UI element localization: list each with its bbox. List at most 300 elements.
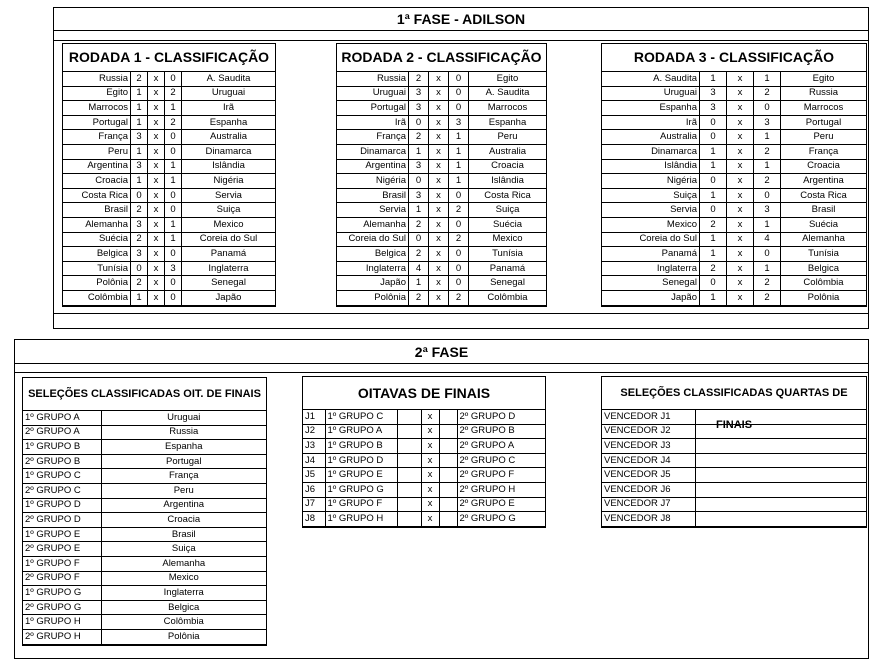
away-team-cell[interactable]: Polônia [781,290,867,305]
versus-cell[interactable]: x [148,144,165,159]
team-cell[interactable]: Inglaterra [101,586,266,601]
away-score-cell[interactable]: 4 [754,232,781,247]
home-score-cell[interactable]: 3 [409,101,429,116]
away-team-cell[interactable]: Russia [781,86,867,101]
game-id-cell[interactable]: J2 [303,424,325,439]
team-cell[interactable]: Suiça [101,542,266,557]
home-team-cell[interactable]: Alemanha [63,217,131,232]
versus-cell[interactable]: x [148,188,165,203]
home-score-cell[interactable]: 1 [131,290,148,305]
versus-cell[interactable]: x [148,247,165,262]
home-score-cell[interactable]: 1 [131,86,148,101]
group-position-cell[interactable]: 1º GRUPO C [23,469,101,484]
away-team-cell[interactable]: Costa Rica [781,188,867,203]
group-position-cell[interactable]: 1º GRUPO A [23,411,101,425]
away-team-cell[interactable]: Islândia [182,159,276,174]
away-score-cell[interactable] [439,453,457,468]
away-score-cell[interactable]: 2 [754,174,781,189]
home-score-cell[interactable] [397,512,421,527]
versus-cell[interactable]: x [727,203,754,218]
away-score-cell[interactable]: 0 [449,247,469,262]
versus-cell[interactable]: x [727,261,754,276]
home-score-cell[interactable]: 1 [131,101,148,116]
away-score-cell[interactable]: 2 [754,144,781,159]
away-score-cell[interactable] [439,497,457,512]
away-score-cell[interactable]: 1 [449,144,469,159]
versus-cell[interactable]: x [148,159,165,174]
away-team-cell[interactable]: Nigéria [182,174,276,189]
team-cell[interactable]: Espanha [101,440,266,455]
home-score-cell[interactable]: 2 [409,72,429,86]
home-team-cell[interactable]: Argentina [337,159,409,174]
away-score-cell[interactable]: 0 [165,203,182,218]
versus-cell[interactable]: x [727,188,754,203]
versus-cell[interactable]: x [148,72,165,86]
versus-cell[interactable]: x [148,174,165,189]
group-position-cell[interactable]: 2º GRUPO A [23,425,101,440]
versus-cell[interactable]: x [429,159,449,174]
home-score-cell[interactable] [397,453,421,468]
group-position-cell[interactable]: 1º GRUPO D [23,498,101,513]
game-id-cell[interactable]: J1 [303,410,325,424]
home-team-cell[interactable]: Egito [63,86,131,101]
away-team-cell[interactable]: Peru [469,130,547,145]
home-score-cell[interactable]: 3 [409,86,429,101]
away-score-cell[interactable] [439,439,457,454]
versus-cell[interactable]: x [148,232,165,247]
versus-cell[interactable]: x [148,276,165,291]
versus-cell[interactable]: x [429,86,449,101]
home-team-cell[interactable]: Marrocos [63,101,131,116]
team-cell[interactable]: Portugal [101,454,266,469]
game-id-cell[interactable]: J3 [303,439,325,454]
away-team-cell[interactable]: Alemanha [781,232,867,247]
team-cell[interactable]: Uruguai [101,411,266,425]
group-position-cell[interactable]: 2º GRUPO D [23,513,101,528]
away-team-cell[interactable]: Tunísia [469,247,547,262]
home-team-cell[interactable]: Portugal [337,101,409,116]
team-cell[interactable]: Mexico [101,571,266,586]
versus-cell[interactable]: x [148,115,165,130]
home-score-cell[interactable]: 3 [700,86,727,101]
group-position-cell[interactable]: 2º GRUPO F [23,571,101,586]
home-team-cell[interactable]: Colômbia [63,290,131,305]
home-team-cell[interactable]: Costa Rica [63,188,131,203]
home-team-cell[interactable]: Belgica [63,247,131,262]
versus-cell[interactable]: x [429,217,449,232]
away-team-cell[interactable]: Egito [469,72,547,86]
away-team-cell[interactable]: Suiça [469,203,547,218]
away-team-cell[interactable]: Coreia do Sul [182,232,276,247]
away-slot-cell[interactable]: 2º GRUPO H [457,482,545,497]
away-team-cell[interactable]: Suiça [182,203,276,218]
away-team-cell[interactable]: Servia [182,188,276,203]
team-cell[interactable]: Alemanha [101,556,266,571]
away-score-cell[interactable]: 1 [449,159,469,174]
away-score-cell[interactable]: 2 [449,203,469,218]
home-team-cell[interactable]: Dinamarca [337,144,409,159]
versus-cell[interactable]: x [727,115,754,130]
versus-cell[interactable]: x [421,468,439,483]
home-team-cell[interactable]: Coreia do Sul [337,232,409,247]
home-score-cell[interactable]: 3 [131,159,148,174]
away-team-cell[interactable]: Senegal [182,276,276,291]
away-team-cell[interactable]: Belgica [781,261,867,276]
home-team-cell[interactable]: Suiça [602,188,700,203]
home-team-cell[interactable]: Argentina [63,159,131,174]
home-team-cell[interactable]: Inglaterra [337,261,409,276]
home-score-cell[interactable] [397,439,421,454]
versus-cell[interactable]: x [727,174,754,189]
home-team-cell[interactable]: Dinamarca [602,144,700,159]
home-score-cell[interactable]: 3 [131,217,148,232]
winner-team-cell[interactable] [695,512,866,527]
versus-cell[interactable]: x [421,512,439,527]
versus-cell[interactable]: x [727,130,754,145]
away-score-cell[interactable]: 2 [165,115,182,130]
away-score-cell[interactable]: 0 [165,276,182,291]
away-team-cell[interactable]: Tunísia [781,247,867,262]
winner-label-cell[interactable]: VENCEDOR J4 [602,453,695,468]
home-team-cell[interactable]: Russia [337,72,409,86]
home-team-cell[interactable]: Polônia [63,276,131,291]
home-team-cell[interactable]: Polônia [337,290,409,305]
away-score-cell[interactable]: 0 [165,130,182,145]
away-score-cell[interactable]: 2 [754,290,781,305]
away-score-cell[interactable]: 0 [754,188,781,203]
home-team-cell[interactable]: Croacia [63,174,131,189]
winner-team-cell[interactable] [695,453,866,468]
winner-label-cell[interactable]: VENCEDOR J5 [602,468,695,483]
versus-cell[interactable]: x [148,290,165,305]
home-team-cell[interactable]: Senegal [602,276,700,291]
home-score-cell[interactable]: 1 [409,144,429,159]
away-team-cell[interactable]: Costa Rica [469,188,547,203]
home-score-cell[interactable]: 1 [700,188,727,203]
group-position-cell[interactable]: 2º GRUPO B [23,454,101,469]
away-team-cell[interactable]: Panamá [469,261,547,276]
away-team-cell[interactable]: Australia [182,130,276,145]
versus-cell[interactable]: x [429,261,449,276]
versus-cell[interactable]: x [148,86,165,101]
away-score-cell[interactable]: 3 [165,261,182,276]
home-score-cell[interactable]: 2 [409,247,429,262]
home-score-cell[interactable]: 2 [131,203,148,218]
away-score-cell[interactable]: 3 [754,115,781,130]
away-score-cell[interactable]: 0 [165,247,182,262]
winner-label-cell[interactable]: VENCEDOR J7 [602,497,695,512]
home-score-cell[interactable]: 2 [131,72,148,86]
home-team-cell[interactable]: Australia [602,130,700,145]
home-team-cell[interactable]: Portugal [63,115,131,130]
versus-cell[interactable]: x [727,290,754,305]
team-cell[interactable]: Peru [101,483,266,498]
versus-cell[interactable]: x [429,115,449,130]
away-score-cell[interactable]: 2 [449,290,469,305]
home-slot-cell[interactable]: 1º GRUPO H [325,512,397,527]
versus-cell[interactable]: x [727,101,754,116]
versus-cell[interactable]: x [421,453,439,468]
versus-cell[interactable]: x [727,72,754,86]
home-score-cell[interactable]: 2 [131,232,148,247]
away-score-cell[interactable]: 0 [165,290,182,305]
home-slot-cell[interactable]: 1º GRUPO C [325,410,397,424]
away-team-cell[interactable]: Suécia [781,217,867,232]
home-score-cell[interactable]: 2 [409,130,429,145]
group-position-cell[interactable]: 1º GRUPO F [23,556,101,571]
away-team-cell[interactable]: Panamá [182,247,276,262]
home-score-cell[interactable]: 0 [131,188,148,203]
home-team-cell[interactable]: Tunísia [63,261,131,276]
away-score-cell[interactable]: 1 [165,159,182,174]
versus-cell[interactable]: x [421,497,439,512]
home-team-cell[interactable]: Nigéria [602,174,700,189]
versus-cell[interactable]: x [727,144,754,159]
away-team-cell[interactable]: Espanha [182,115,276,130]
home-team-cell[interactable]: Suécia [63,232,131,247]
home-score-cell[interactable]: 2 [700,217,727,232]
home-team-cell[interactable]: Mexico [602,217,700,232]
versus-cell[interactable]: x [727,217,754,232]
away-slot-cell[interactable]: 2º GRUPO E [457,497,545,512]
away-score-cell[interactable]: 1 [449,174,469,189]
versus-cell[interactable]: x [148,203,165,218]
versus-cell[interactable]: x [727,276,754,291]
team-cell[interactable]: Colômbia [101,615,266,630]
away-score-cell[interactable]: 0 [165,188,182,203]
home-slot-cell[interactable]: 1º GRUPO B [325,439,397,454]
home-team-cell[interactable]: Japão [337,276,409,291]
home-score-cell[interactable]: 0 [700,115,727,130]
away-score-cell[interactable]: 3 [449,115,469,130]
away-score-cell[interactable]: 3 [754,203,781,218]
away-team-cell[interactable]: Colômbia [781,276,867,291]
away-team-cell[interactable]: Argentina [781,174,867,189]
versus-cell[interactable]: x [148,130,165,145]
home-team-cell[interactable]: Uruguai [602,86,700,101]
away-team-cell[interactable]: Mexico [469,232,547,247]
home-team-cell[interactable]: Servia [337,203,409,218]
away-score-cell[interactable]: 1 [165,174,182,189]
home-score-cell[interactable]: 1 [700,232,727,247]
home-team-cell[interactable]: Peru [63,144,131,159]
home-score-cell[interactable]: 3 [409,188,429,203]
versus-cell[interactable]: x [727,232,754,247]
away-team-cell[interactable]: Peru [781,130,867,145]
home-team-cell[interactable]: França [337,130,409,145]
winner-label-cell[interactable]: VENCEDOR J1 [602,410,695,424]
away-score-cell[interactable]: 1 [754,159,781,174]
home-slot-cell[interactable]: 1º GRUPO F [325,497,397,512]
versus-cell[interactable]: x [421,482,439,497]
home-team-cell[interactable]: Inglaterra [602,261,700,276]
home-score-cell[interactable]: 2 [700,261,727,276]
away-score-cell[interactable]: 0 [165,144,182,159]
team-cell[interactable]: Russia [101,425,266,440]
away-score-cell[interactable]: 2 [165,86,182,101]
versus-cell[interactable]: x [727,159,754,174]
home-team-cell[interactable]: Panamá [602,247,700,262]
home-slot-cell[interactable]: 1º GRUPO D [325,453,397,468]
team-cell[interactable]: Belgica [101,600,266,615]
away-score-cell[interactable]: 0 [754,101,781,116]
versus-cell[interactable]: x [727,247,754,262]
group-position-cell[interactable]: 2º GRUPO G [23,600,101,615]
versus-cell[interactable]: x [421,410,439,424]
home-score-cell[interactable]: 1 [131,144,148,159]
home-team-cell[interactable]: Japão [602,290,700,305]
team-cell[interactable]: Brasil [101,527,266,542]
home-team-cell[interactable]: A. Saudita [602,72,700,86]
versus-cell[interactable]: x [148,101,165,116]
home-team-cell[interactable]: França [63,130,131,145]
away-score-cell[interactable]: 1 [754,261,781,276]
game-id-cell[interactable]: J8 [303,512,325,527]
away-score-cell[interactable]: 2 [754,276,781,291]
away-team-cell[interactable]: Dinamarca [182,144,276,159]
away-score-cell[interactable]: 0 [449,72,469,86]
home-team-cell[interactable]: Nigéria [337,174,409,189]
versus-cell[interactable]: x [429,276,449,291]
home-team-cell[interactable]: Brasil [63,203,131,218]
winner-team-cell[interactable] [695,497,866,512]
home-score-cell[interactable]: 0 [409,115,429,130]
away-team-cell[interactable]: A. Saudita [182,72,276,86]
home-score-cell[interactable]: 1 [131,115,148,130]
home-score-cell[interactable]: 2 [409,290,429,305]
away-team-cell[interactable]: Brasil [781,203,867,218]
versus-cell[interactable]: x [429,247,449,262]
team-cell[interactable]: Croacia [101,513,266,528]
versus-cell[interactable]: x [727,86,754,101]
away-score-cell[interactable]: 0 [449,276,469,291]
home-score-cell[interactable]: 1 [700,290,727,305]
versus-cell[interactable]: x [421,439,439,454]
home-score-cell[interactable]: 2 [131,276,148,291]
winner-label-cell[interactable]: VENCEDOR J6 [602,482,695,497]
home-score-cell[interactable]: 0 [700,203,727,218]
away-team-cell[interactable]: Irã [182,101,276,116]
team-cell[interactable]: Argentina [101,498,266,513]
home-score-cell[interactable] [397,424,421,439]
team-cell[interactable]: França [101,469,266,484]
versus-cell[interactable]: x [429,101,449,116]
home-team-cell[interactable]: Brasil [337,188,409,203]
winner-team-cell[interactable] [695,468,866,483]
home-score-cell[interactable]: 1 [409,203,429,218]
winner-label-cell[interactable]: VENCEDOR J8 [602,512,695,527]
away-score-cell[interactable]: 2 [754,86,781,101]
home-score-cell[interactable]: 0 [700,174,727,189]
versus-cell[interactable]: x [429,290,449,305]
away-score-cell[interactable]: 1 [449,130,469,145]
away-team-cell[interactable]: Espanha [469,115,547,130]
winner-label-cell[interactable]: VENCEDOR J3 [602,439,695,454]
home-team-cell[interactable]: Servia [602,203,700,218]
versus-cell[interactable]: x [429,130,449,145]
away-score-cell[interactable] [439,424,457,439]
versus-cell[interactable]: x [148,261,165,276]
away-score-cell[interactable] [439,482,457,497]
group-position-cell[interactable]: 1º GRUPO E [23,527,101,542]
group-position-cell[interactable]: 2º GRUPO C [23,483,101,498]
home-score-cell[interactable]: 1 [700,159,727,174]
away-score-cell[interactable]: 0 [754,247,781,262]
away-score-cell[interactable]: 0 [165,72,182,86]
away-score-cell[interactable]: 1 [754,72,781,86]
away-score-cell[interactable]: 1 [754,217,781,232]
away-score-cell[interactable]: 1 [754,130,781,145]
home-score-cell[interactable]: 0 [409,232,429,247]
away-team-cell[interactable]: Australia [469,144,547,159]
away-score-cell[interactable]: 1 [165,101,182,116]
home-team-cell[interactable]: Espanha [602,101,700,116]
home-team-cell[interactable]: Belgica [337,247,409,262]
group-position-cell[interactable]: 1º GRUPO B [23,440,101,455]
away-score-cell[interactable]: 1 [165,232,182,247]
away-team-cell[interactable]: Islândia [469,174,547,189]
home-score-cell[interactable]: 0 [700,276,727,291]
away-team-cell[interactable]: Suécia [469,217,547,232]
versus-cell[interactable]: x [429,72,449,86]
away-score-cell[interactable] [439,512,457,527]
home-score-cell[interactable]: 0 [131,261,148,276]
home-score-cell[interactable]: 4 [409,261,429,276]
home-team-cell[interactable]: Islândia [602,159,700,174]
winner-team-cell[interactable] [695,482,866,497]
home-score-cell[interactable]: 2 [409,217,429,232]
away-score-cell[interactable]: 0 [449,261,469,276]
home-score-cell[interactable]: 1 [700,247,727,262]
group-position-cell[interactable]: 2º GRUPO H [23,629,101,644]
home-slot-cell[interactable]: 1º GRUPO E [325,468,397,483]
home-score-cell[interactable]: 3 [700,101,727,116]
group-position-cell[interactable]: 1º GRUPO G [23,586,101,601]
away-team-cell[interactable]: A. Saudita [469,86,547,101]
away-score-cell[interactable] [439,410,457,424]
home-score-cell[interactable]: 3 [409,159,429,174]
away-score-cell[interactable]: 0 [449,86,469,101]
home-team-cell[interactable]: Alemanha [337,217,409,232]
home-score-cell[interactable] [397,482,421,497]
away-slot-cell[interactable]: 2º GRUPO A [457,439,545,454]
away-slot-cell[interactable]: 2º GRUPO C [457,453,545,468]
away-team-cell[interactable]: Inglaterra [182,261,276,276]
group-position-cell[interactable]: 2º GRUPO E [23,542,101,557]
away-slot-cell[interactable]: 2º GRUPO G [457,512,545,527]
away-slot-cell[interactable]: 2º GRUPO D [457,410,545,424]
away-team-cell[interactable]: Egito [781,72,867,86]
versus-cell[interactable]: x [421,424,439,439]
home-score-cell[interactable]: 3 [131,130,148,145]
home-team-cell[interactable]: Uruguai [337,86,409,101]
away-team-cell[interactable]: Croacia [781,159,867,174]
home-score-cell[interactable]: 0 [700,130,727,145]
home-score-cell[interactable]: 3 [131,247,148,262]
away-team-cell[interactable]: França [781,144,867,159]
versus-cell[interactable]: x [429,188,449,203]
away-team-cell[interactable]: Uruguai [182,86,276,101]
winner-label-cell[interactable]: VENCEDOR J2 [602,424,695,439]
home-score-cell[interactable]: 1 [700,144,727,159]
away-team-cell[interactable]: Japão [182,290,276,305]
home-team-cell[interactable]: Irã [602,115,700,130]
away-team-cell[interactable]: Senegal [469,276,547,291]
away-team-cell[interactable]: Croacia [469,159,547,174]
home-team-cell[interactable]: Irã [337,115,409,130]
away-score-cell[interactable]: 1 [165,217,182,232]
home-slot-cell[interactable]: 1º GRUPO G [325,482,397,497]
